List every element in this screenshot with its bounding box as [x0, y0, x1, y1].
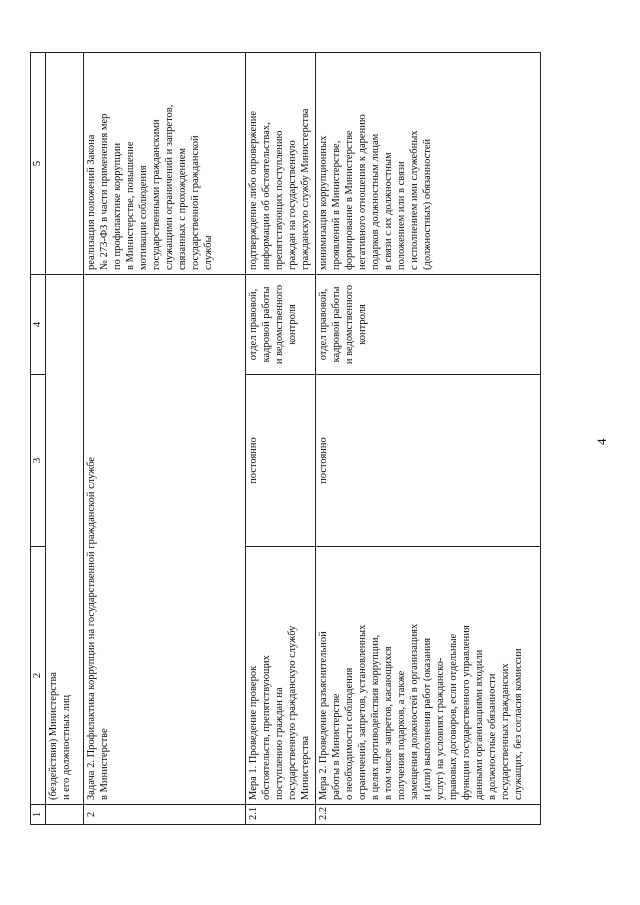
header-cell-3: 3 — [31, 375, 46, 547]
table-row — [246, 53, 316, 825]
header-cell-1: 1 — [31, 805, 46, 825]
task-title: Задача 2. Профилактика коррупции на государственной гражданской службе в Министерстве — [84, 275, 246, 805]
header-cell-4: 4 — [31, 275, 46, 375]
row-term: постоянно — [316, 375, 541, 547]
row-result: минимизация коррупционных проявлений в Министерстве, формирование в Министерстве негативного отношения к дарению подарков должностным лицам в связи с их должностным положением или в связи с исполнением ими служебных (должностных) обязанностей — [316, 53, 541, 275]
header-cell-2: 2 — [31, 547, 46, 805]
row-responsible: отдел правовой, кадровой работы и ведомственного контроля — [316, 275, 541, 375]
task-row — [84, 53, 246, 825]
table-row — [316, 53, 541, 825]
row-responsible: отдел правовой, кадровой работы и ведомственного контроля — [246, 275, 316, 375]
continuation-result — [46, 53, 84, 275]
header-cell-5: 5 — [31, 53, 46, 275]
row-result: подтверждение либо опровержение информации об обстоятельствах, препятствующих поступлению граждан на государственную гражданскую службу Министерства — [246, 53, 316, 275]
row-term: постоянно — [246, 375, 316, 547]
row-measure: Мера 1. Проведение проверок обстоятельств, препятствующих поступлению граждан на государственную гражданскую службу Министерства — [246, 547, 316, 805]
row-measure: Мера 2. Проведение разъяснительной работы в Министерстве о необходимости соблюдения ограничений, запретов, установленных в целях противодействия коррупции, в том числе запретов, касающихся получения подарков, а также замещения должностей в организациях и (или) выполнения работ (оказания услуг) на условиях гражданско- правовых договоров, если отдельные функции государственного управления данными организациями входили в должностные обязанности государственных гражданских служащих, без согласия комиссии — [316, 547, 541, 805]
continuation-num — [46, 805, 84, 825]
row-number: 2.2 — [316, 805, 541, 825]
continuation-text: (бездействия) Министерства и его должностных лиц — [46, 275, 84, 805]
continuation-row — [46, 53, 84, 825]
row-number: 2.1 — [246, 805, 316, 825]
task-result: реализация положений Закона № 273-ФЗ в части применения мер по профилактике коррупции в Министерстве, повышение мотивации соблюдения государственными гражданскими служащими ограничений и запретов, связанных с прохождением государственной гражданской службы — [84, 53, 246, 275]
measures-table — [30, 52, 541, 825]
task-number: 2 — [84, 805, 246, 825]
header-row — [31, 53, 46, 825]
page-number: 4 — [594, 438, 609, 445]
